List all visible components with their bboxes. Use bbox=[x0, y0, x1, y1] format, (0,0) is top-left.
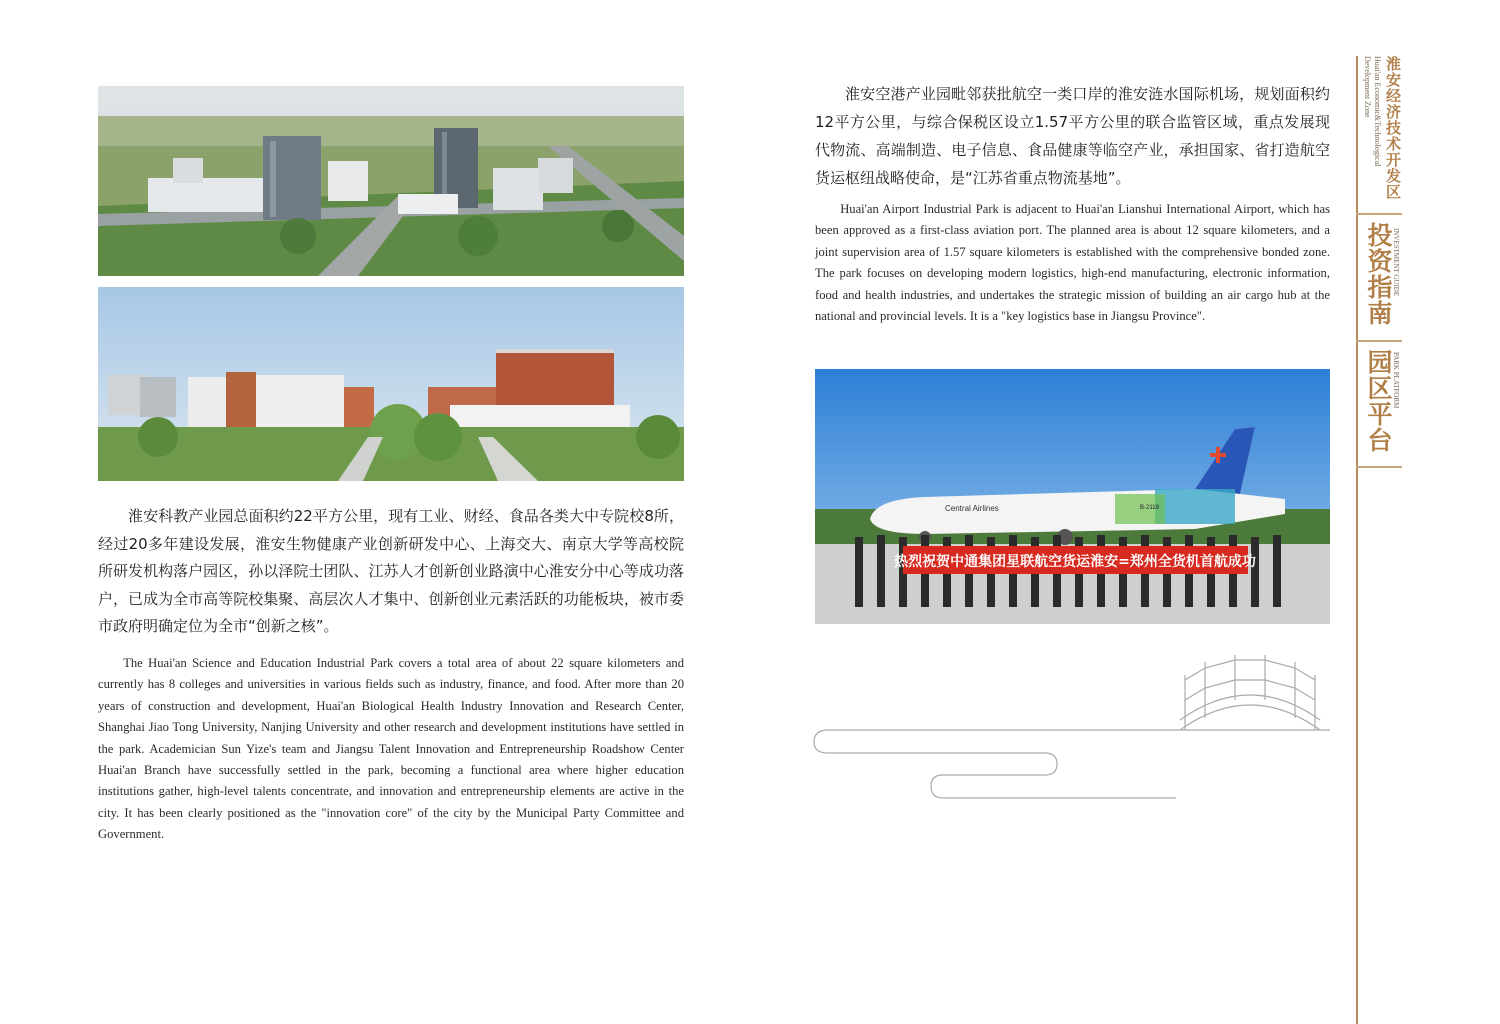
airline-text: Central Airlines bbox=[945, 504, 999, 513]
investment-guide-en: INVESTMENT GUIDE bbox=[1392, 228, 1400, 297]
zone-title-cn: 淮安经济技术开发区 bbox=[1384, 56, 1402, 200]
zone-title-en-line2: Development Zone bbox=[1363, 56, 1372, 118]
science-park-cn-paragraph: 淮安科教产业园总面积约22平方公里，现有工业、财经、食品各类大中专院校8所，经过20多年建设发展，淮安生物健康产业创新研发中心、上海交大、南京大学等高校院所研发机构落户园区，孙以泽院士团队、江苏人才创新创业路演中心淮安分中心等成功落户，已成为全市高等院校集聚、高层次人才集中、创新创业元素活跃的功能板块，被市委市政府明确定位为全市“创新之核”。 bbox=[98, 507, 684, 635]
airport-park-en-paragraph: Huai'an Airport Industrial Park is adjacent to Huai'an Lianshui International Airport, which has been approved as a first-class aviation port. The planned area is about 12 square kilometers, and a joint supervision area of 1.57 square kilometers is established with the comprehensive bonded zone. The park focuses on developing modern logistics, high-end manufacturing, electronic information, food and health industries, and undertakes the strategic mission of building an air cargo hub at the national and provincial levels. It is a "key logistics base in Jiangsu Province". bbox=[815, 202, 1330, 324]
sidebar-vertical-line bbox=[1356, 56, 1358, 1024]
park-platform-en: PARK PLATFORM bbox=[1392, 352, 1400, 409]
science-park-en-paragraph: The Huai'an Science and Education Industrial Park covers a total area of about 22 square kilometers and currently has 8 colleges and universities in various fields such as industry, finance, and food. After more than 20 years of construction and development, Huai'an Biological Health Industry Innovation and Research Center, Shanghai Jiao Tong University, Nanjing University and other research and development institutions have settled in the park. Academician Sun Yize's team and Jiangsu Talent Innovation and Entrepreneurship Roadshow Center Huai'an Branch have successfully settled in the park, becoming a functional area where higher education institutions gather, high-level talents concentrate, and innovation and entrepreneurship elements are active in the city. It has been clearly positioned as the "innovation core" of the city by the Municipal Party Committee and Government. bbox=[98, 656, 684, 842]
aerial-office-park-photo bbox=[98, 86, 684, 276]
investment-guide-cn: 投资指南 bbox=[1364, 222, 1393, 326]
airport-park-cn-paragraph: 淮安空港产业园毗邻获批航空一类口岸的淮安涟水国际机场，规划面积约12平方公里，与综合保税区设立1.57平方公里的联合监管区域，重点发展现代物流、高端制造、电子信息、食品健康等临空产业，承担国家、省打造航空货运枢纽战略使命，是“江苏省重点物流基地”。 bbox=[815, 85, 1330, 187]
registration-text: B-2119 bbox=[1140, 505, 1159, 511]
campus-buildings-photo bbox=[98, 287, 684, 481]
bridge-cloud-decoration bbox=[810, 650, 1340, 810]
sidebar-divider-3 bbox=[1356, 466, 1402, 468]
zone-title-en-line1: Huai'an Economic&Technological bbox=[1373, 56, 1382, 167]
sidebar-divider-1 bbox=[1356, 213, 1402, 215]
park-platform-cn: 园区平台 bbox=[1364, 349, 1393, 453]
banner-text: 热烈祝贺中通集团星联航空货运淮安=郑州全货机首航成功 bbox=[894, 554, 1256, 570]
sidebar-divider-2 bbox=[1356, 340, 1402, 342]
cargo-plane-photo bbox=[815, 369, 1330, 624]
